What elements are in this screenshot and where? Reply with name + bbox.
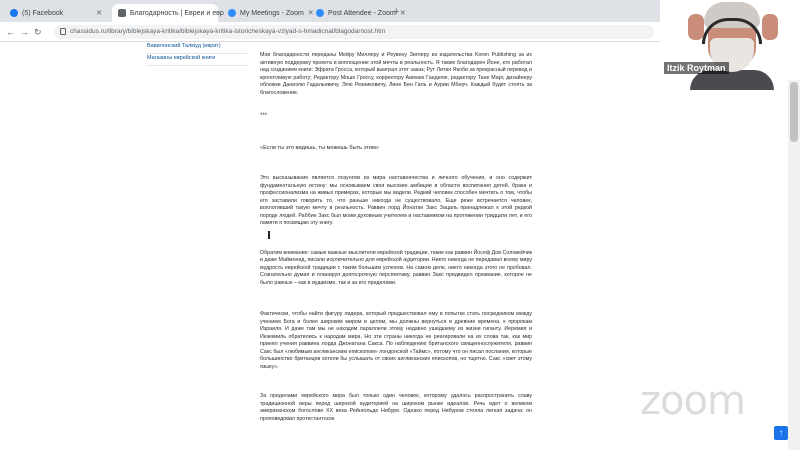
paragraph: Это высказывание является лозунгом из мира наставничества и личного обучения, и оно содержит фундаментальную истину: мы основываем свои высокие амбиции в области воспитания детей, брака и профессионализма на живых примерах, которые мы видели. Редкий человек способен мечтать о том, чтобы его заставили говорить то, что раньше никогда не существовало. Еще реже встречается человек, воплотивший такую мечту в реальность. Раввин лорд Йонатан Закс Зацаль принадлежал к этой редкой породе людей. Раббин Закс был моим духовным учителем и наставником на протяжении тридцати лет, и его памяти я посвящаю эту книгу. xyxy=(260,175,532,226)
paragraph: Обратим внимание: самые важные мыслители еврейской традиции, такие как раввин Йосеф Дов Соловейчик и даже Маймонид, писали исключительно для еврейской аудитории. Никто никогда не передавал всему миру мудрость еврейской традиции с таким большим успехом. На самом деле, никто никогда этого не пробовал. Сознательно думая и планируя долгосрочную перспективу, раввин Закс предвидел призвание, которое не было равных – как в иудаизме, так и за его пределами. xyxy=(260,249,532,286)
address-bar[interactable] xyxy=(54,25,654,39)
new-tab-button[interactable]: + xyxy=(393,6,400,18)
paragraph: За пределами еврейского мира был только один человек, которому удалось распространить славу традиционной веры перед широкой аудиторией на широком рынке идеалов. Речь идет о великом американском богослове XX века Рейнгольде Нибуре. Однако перед Нибуром стояла легкая задача: он проповедовал протестантское xyxy=(260,393,532,422)
paragraph-acknowledgements: Мои благодарности переданы Мейру Миллеру и Реувену Зиглеру из издательства Koren Publishing за их активную поддержку проекта и воплощение этой мечты в реальность. Я также благодарен Йоне, кто работал над созданием книги: Эфрата Гросса, который выиграл этот заказ; Рут Литан Якоби за прекрасный перевод и кропотливую работу; Редактору Моше Гроссу, корректору Авихаю Ганделю, редактору Тане Марг, дизайнеру обложки Даниэлю Гадальевичу, Элю Резниковичу, Лине Бен Галь и Аурии Мберч. Каждый будет стоять за благословение. xyxy=(260,52,532,96)
url-text[interactable]: chassidus.ru/library/biblejskaya-kritika/biblejskaya-kritika-istoricheskaya-vzlyad-s-hmadicnal/blagodarnost.htm xyxy=(70,28,386,35)
tab-post-attendee[interactable] xyxy=(310,4,406,22)
text-cursor xyxy=(268,231,270,239)
tab-label: (5) Facebook xyxy=(22,9,64,17)
facebook-icon xyxy=(10,9,18,17)
browser-tab-strip xyxy=(0,0,660,22)
divider xyxy=(147,65,247,66)
tab-label: Благодарность | Евреи и евр xyxy=(130,9,224,17)
back-to-top-button[interactable]: ↑ xyxy=(774,426,788,440)
zoom-watermark: zoom xyxy=(640,378,745,424)
forward-arrow-icon[interactable]: → xyxy=(20,27,29,37)
back-arrow-icon[interactable]: ← xyxy=(6,27,15,37)
participant-video xyxy=(660,0,800,80)
sidebar-links xyxy=(147,42,257,66)
sidebar-link-talmud[interactable]: Вавилонский Талмуд (иврит) xyxy=(147,43,221,49)
quote-heading: «Если ты это видишь, ты можешь быть этим» xyxy=(260,145,380,151)
paragraph: Фактически, чтобы найти фигуру лидера, который предшествовал ему в попытке стать посредником между учением Бога и более широким миром в целом, мы должны вернуться в древние времена, к пророкам Израиля. И даже там мы не находим параллели этому недавно ушедшему из жизни гиганту. Иеремия и Иезекииль обратились к народам мира. Но эти страны никогда не реагировали на их слова так, как мир принял учения раввина лорда Джонатана Сакса. По наблюдению британского священнослужителя, раввин Сакс был «любимым англиканским епископом» лондонской «Таймс», потому что он писал послания, которые большинство британцев хотели бы услышать от своих англиканских епископов, но тщетно. Сакс «свет этому языку». xyxy=(260,311,532,370)
close-icon[interactable]: ✕ xyxy=(399,10,406,17)
tab-label: My Meetings - Zoom xyxy=(240,9,304,17)
close-icon[interactable]: ✕ xyxy=(307,10,314,17)
participant-hand xyxy=(688,14,704,40)
tab-label: Post Attendee - Zoom xyxy=(328,9,396,17)
scrollbar-thumb[interactable] xyxy=(790,82,798,142)
zoom-icon xyxy=(228,9,236,17)
site-icon xyxy=(118,9,126,17)
participant-name: Itzik Roytman xyxy=(664,62,729,74)
lock-icon xyxy=(60,28,66,35)
browser-toolbar xyxy=(0,22,660,42)
participant-hand xyxy=(762,14,778,40)
tab-blagodarnost[interactable] xyxy=(112,4,224,22)
reload-icon[interactable]: ↻ xyxy=(34,27,42,37)
tab-my-meetings[interactable] xyxy=(222,4,314,22)
sidebar-link-bookstores[interactable]: Магазины еврейской книги xyxy=(147,55,216,61)
zoom-icon xyxy=(316,9,324,17)
tab-facebook[interactable] xyxy=(4,4,108,22)
section-separator: *** xyxy=(260,113,268,119)
article-body xyxy=(260,52,532,423)
close-icon[interactable]: ✕ xyxy=(96,10,102,17)
